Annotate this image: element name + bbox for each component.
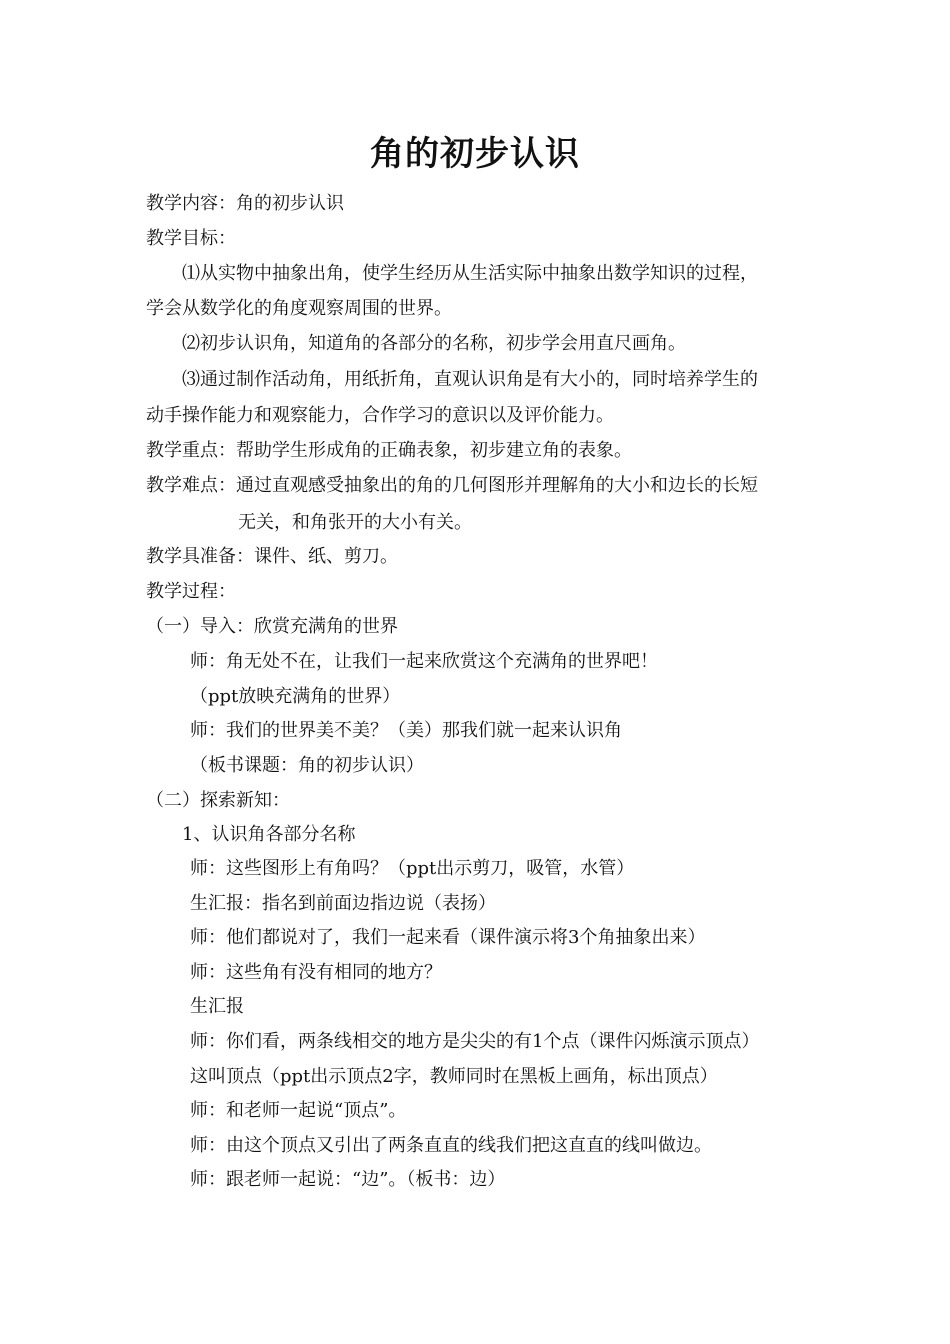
text-line: ⑶通过制作活动角，用纸折角，直观认识角是有大小的，同时培养学生的 — [182, 369, 758, 390]
text-line: 教学目标： — [146, 228, 236, 249]
text-line: 生汇报 — [190, 996, 244, 1017]
document-title: 角的初步认识 — [370, 134, 580, 174]
text-line: 教学重点：帮助学生形成角的正确表象，初步建立角的表象。 — [146, 440, 632, 461]
text-line: 教学难点：通过直观感受抽象出的角的几何图形并理解角的大小和边长的长短 — [146, 475, 758, 496]
text-line: ⑵初步认识角，知道角的各部分的名称，初步学会用直尺画角。 — [182, 333, 686, 354]
text-line: 师：你们看，两条线相交的地方是尖尖的有1个点（课件闪烁演示顶点） — [190, 1031, 760, 1052]
text-line: 师：我们的世界美不美？（美）那我们就一起来认识角 — [190, 720, 622, 741]
text-line: 教学内容：角的初步认识 — [146, 193, 344, 214]
text-line: 师：和老师一起说“顶点”。 — [190, 1100, 407, 1121]
text-line: （板书课题：角的初步认识） — [190, 755, 424, 776]
text-line: 这叫顶点（ppt出示顶点2字，教师同时在黑板上画角，标出顶点） — [190, 1066, 718, 1087]
text-line: 教学过程： — [146, 581, 236, 602]
text-line: （ppt放映充满角的世界） — [190, 686, 401, 707]
section-heading: （二）探索新知： — [146, 790, 290, 811]
text-line: 生汇报：指名到前面边指边说（表扬） — [190, 893, 496, 914]
section-heading: （一）导入：欣赏充满角的世界 — [146, 616, 398, 637]
text-line: 师：这些图形上有角吗？（ppt出示剪刀，吸管，水管） — [190, 858, 635, 879]
text-line: 师：他们都说对了，我们一起来看（课件演示将3个角抽象出来） — [190, 927, 706, 948]
text-line: 师：这些角有没有相同的地方？ — [190, 962, 442, 983]
text-line: ⑴从实物中抽象出角，使学生经历从生活实际中抽象出数学知识的过程， — [182, 263, 758, 284]
text-line: 师：角无处不在，让我们一起来欣赏这个充满角的世界吧！ — [190, 651, 658, 672]
text-line: 师：跟老师一起说：“边”。（板书：边） — [190, 1169, 506, 1190]
text-line: 学会从数学化的角度观察周围的世界。 — [146, 298, 452, 319]
subsection-heading: 1、认识角各部分名称 — [182, 824, 356, 845]
text-line: 教学具准备：课件、纸、剪刀。 — [146, 546, 398, 567]
text-line: 师：由这个顶点又引出了两条直直的线我们把这直直的线叫做边。 — [190, 1135, 712, 1156]
text-line: 无关，和角张开的大小有关。 — [238, 512, 472, 533]
text-line: 动手操作能力和观察能力，合作学习的意识以及评价能力。 — [146, 405, 614, 426]
